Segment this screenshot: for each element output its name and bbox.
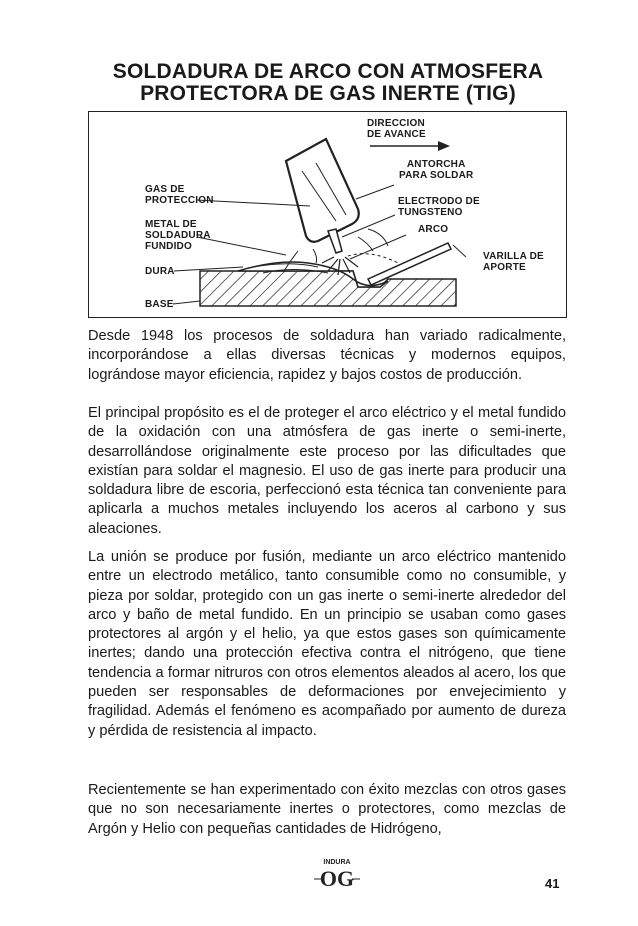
label-arco: ARCO bbox=[418, 224, 449, 235]
label-dura: DURA bbox=[145, 266, 175, 277]
paragraph-1: Desde 1948 los procesos de soldadura han variado radicalmente, incorporándose a ellas diversas técnicas y modernos equipos, lográndose mayor eficiencia, rapidez y bajos costos de producción. bbox=[88, 328, 566, 383]
label-base: BASE bbox=[145, 299, 174, 310]
paragraph-2: El principal propósito es el de proteger el arco eléctrico y el metal fundido de la oxidación con una atmósfera de gas inerte o semi-inerte, desarrollándose originalmente este proceso por las dificultades que existían para soldar el magnesio. El uso de gas inerte para producir una soldadura libre de escoria, perfeccionó esta técnica tan conveniente para aplicarla a muchos metales incluyendo los aceros al carbono y sus aleaciones. bbox=[88, 405, 566, 537]
tungsten-electrode bbox=[328, 229, 342, 253]
indura-logo bbox=[310, 856, 364, 888]
page-number: 41 bbox=[545, 876, 560, 891]
svg-text:INDURA: INDURA bbox=[323, 859, 351, 866]
page-title-line-1: SOLDADURA DE ARCO CON ATMOSFERA bbox=[112, 60, 544, 83]
label-electrodo: ELECTRODO DE TUNGSTENO bbox=[398, 196, 480, 218]
paragraph-3: La unión se produce por fusión, mediante un arco eléctrico mantenido entre un electrodo metálico, tanto consumible como no consumible, y pieza por soldar, protegido con un gas inerte o semi-inerte alrededor del arco y baño de metal fundido. En un principio se usaban como gases protectores al argón y el helio, ya que estos gases son químicamente inertes; dando una protección efectiva contra el nitrógeno, que tiene tendencia a formar nitruros con otros elementos aleados al acero, los que pueden ser responsables de deformaciones por envejecimiento y fragilidad. Además el fenómeno es acompañado por aumento de dureza y pérdida de resistencia al impacto. bbox=[88, 549, 566, 739]
svg-text:OG: OG bbox=[319, 866, 355, 888]
paragraph-4: Recientemente se han experimentado con éxito mezclas con otros gases que no son necesariamente inertes o protectores, como mezclas de Argón y Helio con pequeñas cantidades de Hidrógeno, bbox=[88, 782, 566, 837]
label-metal: METAL DE SOLDADURA FUNDIDO bbox=[145, 219, 211, 252]
torch-body bbox=[286, 139, 359, 242]
tig-welding-diagram bbox=[88, 111, 567, 318]
base-plate bbox=[200, 271, 456, 306]
direction-arrow bbox=[370, 141, 450, 151]
page-title-line-2: PROTECTORA DE GAS INERTE (TIG) bbox=[140, 82, 516, 105]
label-direccion: DIRECCION DE AVANCE bbox=[367, 118, 426, 140]
label-gas: GAS DE PROTECCION bbox=[145, 184, 214, 206]
label-varilla: VARILLA DE APORTE bbox=[483, 251, 544, 273]
label-antorcha: ANTORCHA PARA SOLDAR bbox=[399, 159, 474, 181]
